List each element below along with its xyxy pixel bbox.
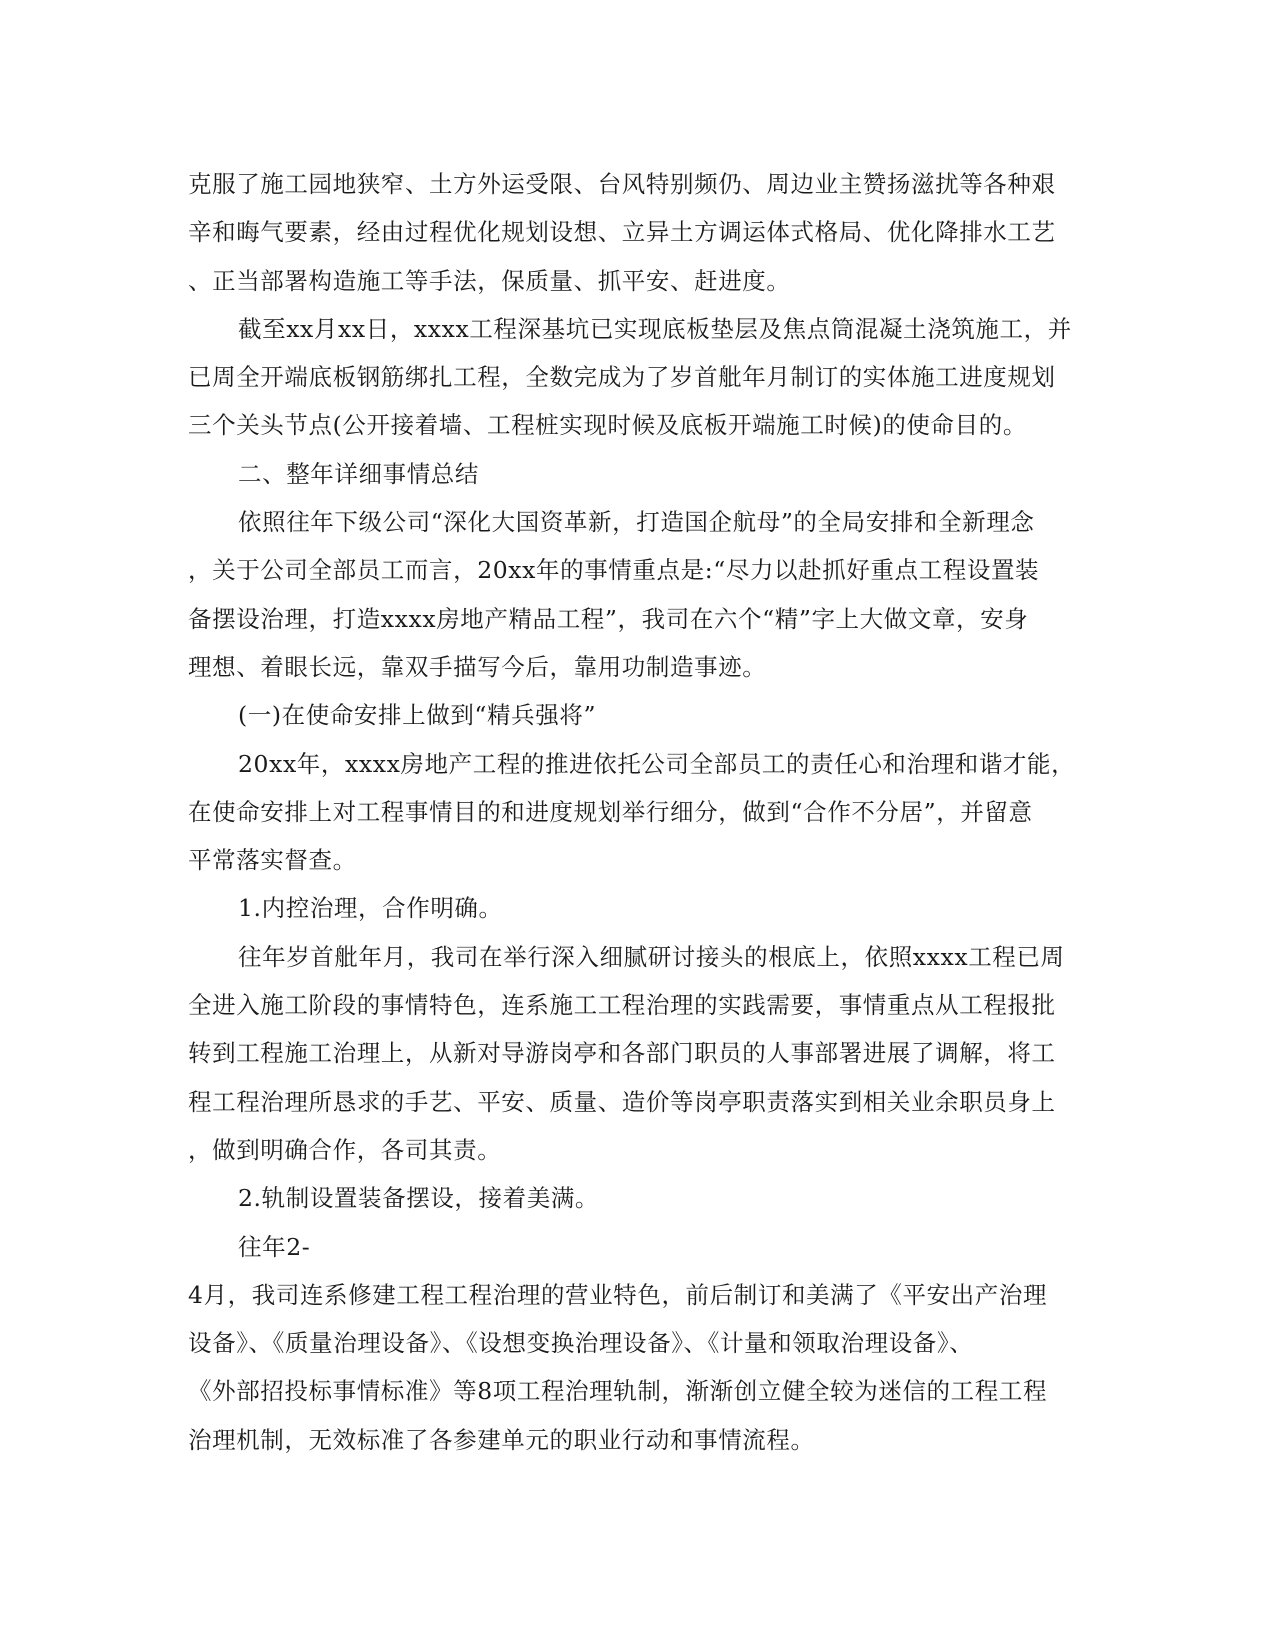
- text-line: 2.轨制设置装备摆设，接着美满。: [238, 1184, 600, 1213]
- text-line: 4月，我司连系修建工程工程治理的营业特色，前后制订和美满了《平安出产治理: [188, 1280, 1048, 1309]
- text-line: 备摆设治理，打造xxxx房地产精品工程”，我司在六个“精”字上大做文章，安身: [188, 604, 1029, 633]
- text-line: 程工程治理所恳求的手艺、平安、质量、造价等岗亭职责落实到相关业余职员身上: [188, 1087, 1056, 1116]
- document-body: [188, 160, 1088, 1464]
- text-line: 、正当部署构造施工等手法，保质量、抓平安、赶进度。: [188, 266, 791, 295]
- text-line: 已周全开端底板钢筋绑扎工程，全数完成为了岁首舭年月制订的实体施工进度规划: [188, 363, 1056, 392]
- text-line: 设备》、《质量治理设备》、《设想变换治理设备》、《计量和领取治理设备》、: [188, 1329, 974, 1358]
- text-line: (一)在使命安排上做到“精兵强将”: [238, 701, 597, 730]
- text-line: 三个关头节点(公开接着墙、工程桩实现时候及底板开端施工时候)的使命目的。: [188, 411, 1027, 440]
- text-line: 1.内控治理，合作明确。: [238, 894, 503, 923]
- text-line: ，关于公司全部员工而言，20xx年的事情重点是:“尽力以赴抓好重点工程设置装: [188, 556, 1040, 585]
- text-line: 依照往年下级公司“深化大国资革新，打造国企航母”的全局安排和全新理念: [238, 508, 1035, 537]
- text-line: 理想、着眼长远，靠双手描写今后，靠用功制造事迹。: [188, 652, 767, 681]
- text-line: 20xx年，xxxx房地产工程的推进依托公司全部员工的责任心和治理和谐才能，: [238, 749, 1076, 778]
- text-line: 治理机制，无效标准了各参建单元的职业行动和事情流程。: [188, 1425, 815, 1454]
- text-line: 截至xx月xx日，xxxx工程深基坑已实现底板垫层及焦点筒混凝土浇筑施工，并: [238, 314, 1072, 343]
- text-line: 《外部招投标事情标准》等8项工程治理轨制，渐渐创立健全较为迷信的工程工程: [188, 1377, 1048, 1406]
- text-line: 辛和晦气要素，经由过程优化规划设想、立异土方调运体式格局、优化降排水工艺: [188, 218, 1056, 247]
- text-line: 克服了施工园地狭窄、土方外运受限、台风特别频仍、周边业主赞扬滋扰等各种艰: [188, 170, 1056, 198]
- text-line: 往年岁首舭年月，我司在举行深入细腻研讨接头的根底上，依照xxxx工程已周: [238, 942, 1065, 971]
- text-line: 转到工程施工治理上，从新对导游岗亭和各部门职员的人事部署进展了调解，将工: [188, 1039, 1056, 1068]
- text-line: 平常落实督查。: [188, 846, 357, 875]
- text-line: 在使命安排上对工程事情目的和进度规划举行细分，做到“合作不分居”，并留意: [188, 797, 1033, 826]
- text-line: ，做到明确合作，各司其责。: [188, 1135, 502, 1164]
- text-line: 往年2-: [238, 1232, 311, 1261]
- text-line: 二、整年详细事情总结: [238, 459, 479, 488]
- text-line: 全进入施工阶段的事情特色，连系施工工程治理的实践需要，事情重点从工程报批: [188, 991, 1056, 1020]
